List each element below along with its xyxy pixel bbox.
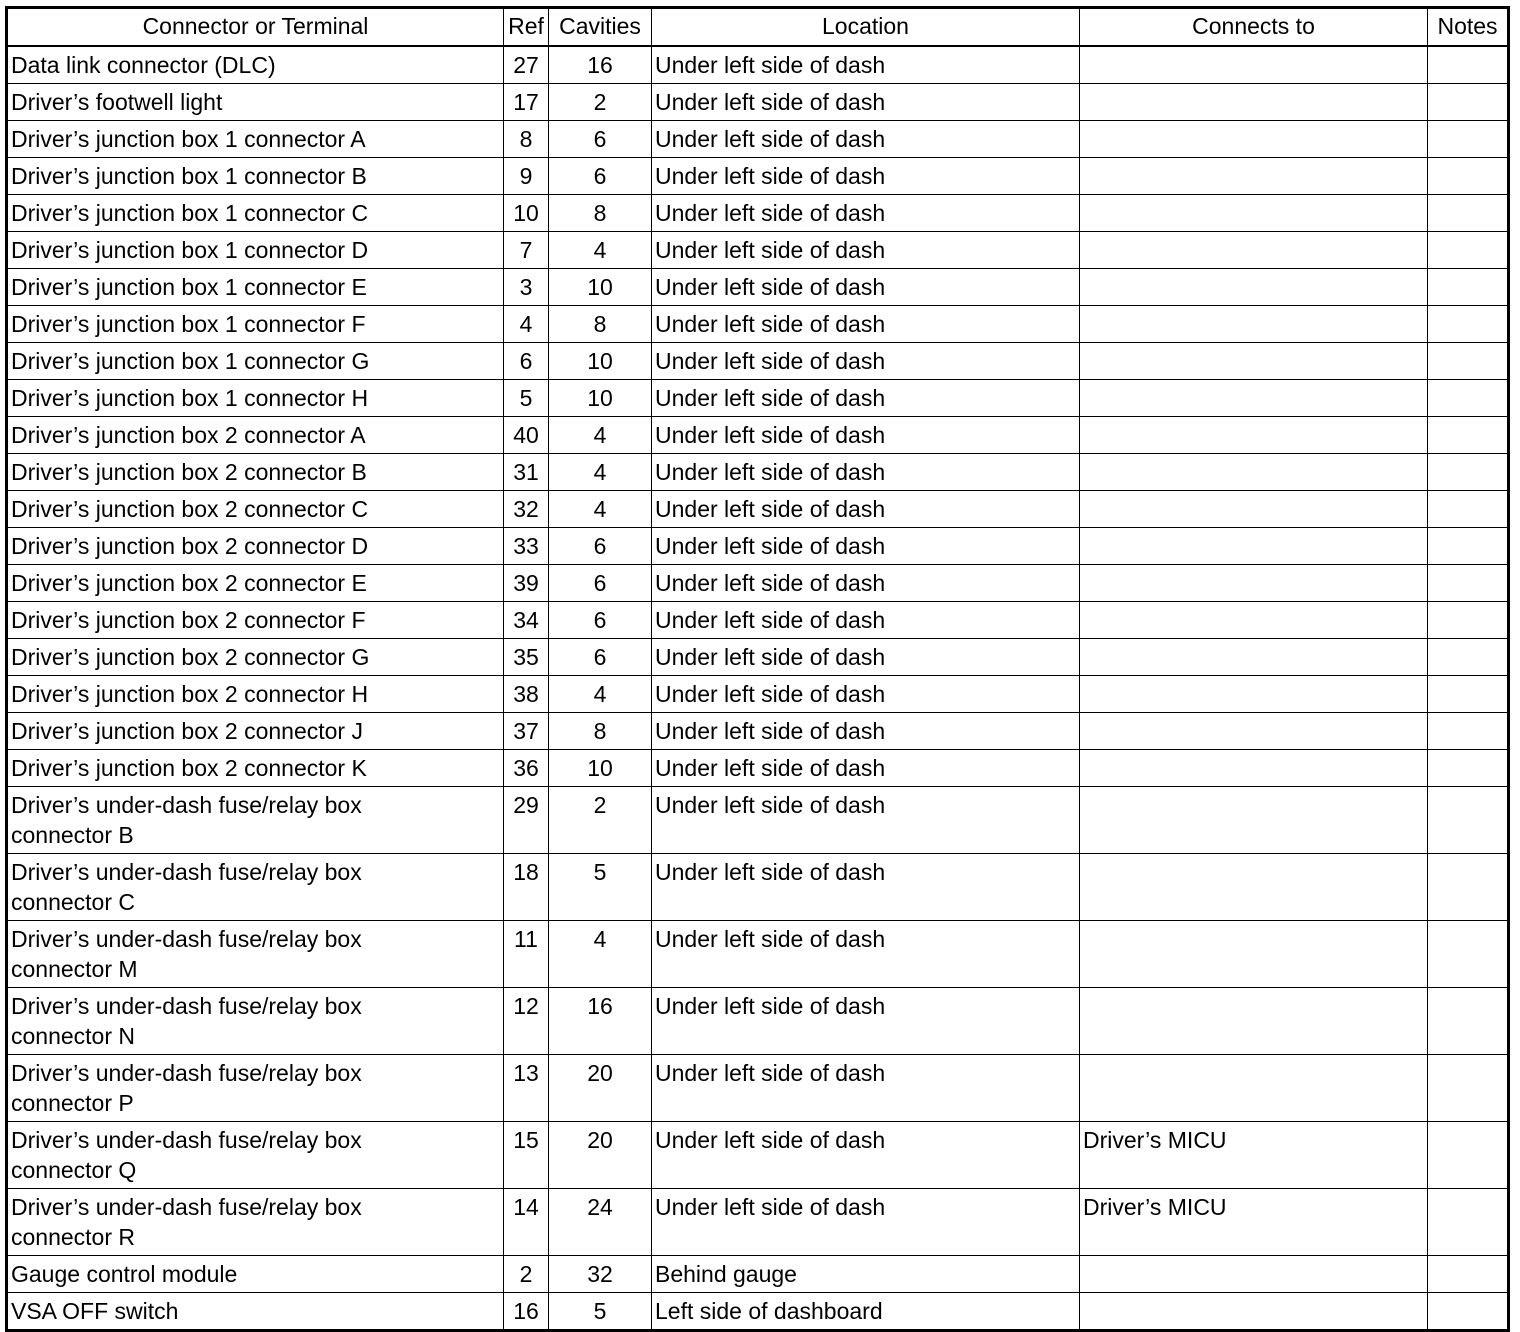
table-row xyxy=(7,921,1509,988)
connector-name: Driver’s under-dash fuse/relay box connector C xyxy=(11,859,362,915)
location-cell: Under left side of dash xyxy=(652,921,1080,988)
connects-to-cell xyxy=(1080,195,1428,232)
connector-cell xyxy=(7,46,504,84)
cavities-cell: 10 xyxy=(549,750,652,787)
ref-cell: 6 xyxy=(504,343,549,380)
connector-cell xyxy=(7,121,504,158)
table-row xyxy=(7,195,1509,232)
connector-name: Driver’s junction box 2 connector C xyxy=(11,496,369,522)
connects-to-cell xyxy=(1080,380,1428,417)
cavities-cell: 6 xyxy=(549,158,652,195)
connector-cell xyxy=(7,639,504,676)
connects-to-cell xyxy=(1080,602,1428,639)
connector-cell xyxy=(7,491,504,528)
cavities-cell: 10 xyxy=(549,269,652,306)
location-cell: Under left side of dash xyxy=(652,713,1080,750)
notes-cell xyxy=(1428,921,1509,988)
notes-cell xyxy=(1428,787,1509,854)
notes-cell xyxy=(1428,46,1509,84)
table-row xyxy=(7,306,1509,343)
connector-name: Driver’s junction box 2 connector B xyxy=(11,459,367,485)
connector-name: Driver’s junction box 2 connector F xyxy=(11,607,366,633)
connects-to-cell xyxy=(1080,1055,1428,1122)
connector-cell xyxy=(7,602,504,639)
connector-name: Driver’s junction box 1 connector A xyxy=(11,126,366,152)
cavities-cell: 6 xyxy=(549,121,652,158)
ref-cell: 4 xyxy=(504,306,549,343)
connector-name: Driver’s junction box 1 connector D xyxy=(11,237,369,263)
cavities-cell: 16 xyxy=(549,46,652,84)
connector-cell xyxy=(7,343,504,380)
ref-cell: 3 xyxy=(504,269,549,306)
ref-cell: 11 xyxy=(504,921,549,988)
connector-name: Data link connector (DLC) xyxy=(11,52,276,78)
table-row xyxy=(7,46,1509,84)
connector-cell xyxy=(7,1189,504,1256)
cavities-cell: 10 xyxy=(549,380,652,417)
connector-cell xyxy=(7,1055,504,1122)
location-cell: Under left side of dash xyxy=(652,46,1080,84)
connects-to-cell xyxy=(1080,84,1428,121)
connects-to-cell xyxy=(1080,491,1428,528)
location-cell: Under left side of dash xyxy=(652,121,1080,158)
column-header-ref: Ref xyxy=(504,8,549,47)
ref-cell: 18 xyxy=(504,854,549,921)
connects-to-cell xyxy=(1080,158,1428,195)
cavities-cell: 8 xyxy=(549,306,652,343)
connector-cell xyxy=(7,380,504,417)
notes-cell xyxy=(1428,528,1509,565)
cavities-cell: 6 xyxy=(549,639,652,676)
location-cell: Under left side of dash xyxy=(652,491,1080,528)
ref-cell: 17 xyxy=(504,84,549,121)
location-cell: Under left side of dash xyxy=(652,750,1080,787)
connector-name: Driver’s junction box 1 connector H xyxy=(11,385,369,411)
ref-cell: 14 xyxy=(504,1189,549,1256)
connector-cell xyxy=(7,1293,504,1331)
table-row xyxy=(7,528,1509,565)
connector-name: Driver’s junction box 2 connector K xyxy=(11,755,367,781)
ref-cell: 10 xyxy=(504,195,549,232)
location-cell: Under left side of dash xyxy=(652,454,1080,491)
connects-to-cell xyxy=(1080,1256,1428,1293)
connector-cell xyxy=(7,921,504,988)
connector-cell xyxy=(7,1256,504,1293)
notes-cell xyxy=(1428,84,1509,121)
connector-name: Driver’s junction box 1 connector E xyxy=(11,274,367,300)
table-row xyxy=(7,417,1509,454)
table-row xyxy=(7,454,1509,491)
notes-cell xyxy=(1428,380,1509,417)
table-row xyxy=(7,84,1509,121)
notes-cell xyxy=(1428,195,1509,232)
connects-to-cell xyxy=(1080,639,1428,676)
ref-cell: 16 xyxy=(504,1293,549,1331)
connector-name: Driver’s junction box 2 connector J xyxy=(11,718,363,744)
location-cell: Under left side of dash xyxy=(652,787,1080,854)
column-header-location: Location xyxy=(652,8,1080,47)
connector-cell xyxy=(7,417,504,454)
ref-cell: 8 xyxy=(504,121,549,158)
location-cell: Under left side of dash xyxy=(652,854,1080,921)
connector-name: Driver’s under-dash fuse/relay box connector R xyxy=(11,1194,362,1250)
location-cell: Under left side of dash xyxy=(652,380,1080,417)
connector-cell xyxy=(7,306,504,343)
connector-name: Driver’s junction box 1 connector F xyxy=(11,311,366,337)
connects-to-cell xyxy=(1080,121,1428,158)
notes-cell xyxy=(1428,269,1509,306)
column-header-notes: Notes xyxy=(1428,8,1509,47)
location-cell: Under left side of dash xyxy=(652,1122,1080,1189)
cavities-cell: 24 xyxy=(549,1189,652,1256)
table-row xyxy=(7,232,1509,269)
connector-name: Driver’s under-dash fuse/relay box connector M xyxy=(11,926,362,982)
location-cell: Under left side of dash xyxy=(652,988,1080,1055)
connector-name: Driver’s junction box 2 connector H xyxy=(11,681,369,707)
location-cell: Under left side of dash xyxy=(652,195,1080,232)
location-cell: Under left side of dash xyxy=(652,528,1080,565)
connector-name: Driver’s under-dash fuse/relay box connector Q xyxy=(11,1127,362,1183)
connector-name: Driver’s under-dash fuse/relay box connector N xyxy=(11,993,362,1049)
notes-cell xyxy=(1428,158,1509,195)
cavities-cell: 4 xyxy=(549,921,652,988)
table-row xyxy=(7,158,1509,195)
table-row xyxy=(7,269,1509,306)
connects-to-cell xyxy=(1080,921,1428,988)
connector-cell xyxy=(7,269,504,306)
connects-to-cell xyxy=(1080,528,1428,565)
connector-name: Driver’s junction box 2 connector A xyxy=(11,422,366,448)
connects-to-cell xyxy=(1080,787,1428,854)
notes-cell xyxy=(1428,491,1509,528)
connects-to-cell xyxy=(1080,417,1428,454)
location-cell: Under left side of dash xyxy=(652,602,1080,639)
connector-cell xyxy=(7,528,504,565)
connector-cell xyxy=(7,750,504,787)
cavities-cell: 32 xyxy=(549,1256,652,1293)
ref-cell: 27 xyxy=(504,46,549,84)
connector-name: Driver’s under-dash fuse/relay box connector P xyxy=(11,1060,362,1116)
location-cell: Under left side of dash xyxy=(652,639,1080,676)
ref-cell: 36 xyxy=(504,750,549,787)
ref-cell: 12 xyxy=(504,988,549,1055)
connector-name: Driver’s footwell light xyxy=(11,89,223,115)
connects-to-cell xyxy=(1080,988,1428,1055)
connects-to-cell xyxy=(1080,46,1428,84)
connector-name: Driver’s junction box 1 connector G xyxy=(11,348,370,374)
table-row xyxy=(7,676,1509,713)
notes-cell xyxy=(1428,1293,1509,1331)
table-body xyxy=(7,46,1509,1331)
connector-cell xyxy=(7,158,504,195)
location-cell: Under left side of dash xyxy=(652,158,1080,195)
ref-cell: 9 xyxy=(504,158,549,195)
table-row xyxy=(7,988,1509,1055)
ref-cell: 40 xyxy=(504,417,549,454)
table-row xyxy=(7,491,1509,528)
notes-cell xyxy=(1428,639,1509,676)
notes-cell xyxy=(1428,565,1509,602)
table-row xyxy=(7,1055,1509,1122)
location-cell: Under left side of dash xyxy=(652,565,1080,602)
connects-to-cell xyxy=(1080,565,1428,602)
location-cell: Under left side of dash xyxy=(652,343,1080,380)
connector-name: Driver’s junction box 2 connector D xyxy=(11,533,369,559)
cavities-cell: 5 xyxy=(549,1293,652,1331)
cavities-cell: 8 xyxy=(549,195,652,232)
notes-cell xyxy=(1428,1189,1509,1256)
header-row xyxy=(7,8,1509,47)
cavities-cell: 6 xyxy=(549,602,652,639)
notes-cell xyxy=(1428,343,1509,380)
table-row xyxy=(7,602,1509,639)
ref-cell: 13 xyxy=(504,1055,549,1122)
table-row xyxy=(7,380,1509,417)
connector-cell xyxy=(7,84,504,121)
location-cell: Left side of dashboard xyxy=(652,1293,1080,1331)
connector-cell xyxy=(7,854,504,921)
connector-table xyxy=(5,6,1510,1332)
ref-cell: 31 xyxy=(504,454,549,491)
connector-cell xyxy=(7,565,504,602)
table-row xyxy=(7,1293,1509,1331)
notes-cell xyxy=(1428,1122,1509,1189)
connects-to-cell xyxy=(1080,454,1428,491)
cavities-cell: 20 xyxy=(549,1055,652,1122)
cavities-cell: 20 xyxy=(549,1122,652,1189)
ref-cell: 39 xyxy=(504,565,549,602)
connector-name: Driver’s junction box 2 connector E xyxy=(11,570,367,596)
cavities-cell: 4 xyxy=(549,491,652,528)
table-row xyxy=(7,343,1509,380)
cavities-cell: 4 xyxy=(549,676,652,713)
cavities-cell: 2 xyxy=(549,84,652,121)
cavities-cell: 2 xyxy=(549,787,652,854)
connects-to-cell xyxy=(1080,750,1428,787)
column-header-connects-to: Connects to xyxy=(1080,8,1428,47)
connects-to-cell: Driver’s MICU xyxy=(1080,1189,1428,1256)
location-cell: Under left side of dash xyxy=(652,84,1080,121)
connects-to-cell xyxy=(1080,854,1428,921)
ref-cell: 5 xyxy=(504,380,549,417)
notes-cell xyxy=(1428,1055,1509,1122)
connector-name: Gauge control module xyxy=(11,1261,238,1287)
connector-name: Driver’s junction box 1 connector B xyxy=(11,163,367,189)
cavities-cell: 6 xyxy=(549,528,652,565)
table-row xyxy=(7,854,1509,921)
connector-cell xyxy=(7,1122,504,1189)
column-header-cavities: Cavities xyxy=(549,8,652,47)
ref-cell: 7 xyxy=(504,232,549,269)
location-cell: Under left side of dash xyxy=(652,232,1080,269)
connector-cell xyxy=(7,988,504,1055)
connector-cell xyxy=(7,232,504,269)
cavities-cell: 16 xyxy=(549,988,652,1055)
ref-cell: 32 xyxy=(504,491,549,528)
connector-cell xyxy=(7,454,504,491)
connector-name: Driver’s junction box 1 connector C xyxy=(11,200,369,226)
ref-cell: 34 xyxy=(504,602,549,639)
table-row xyxy=(7,750,1509,787)
connector-cell xyxy=(7,195,504,232)
table-row xyxy=(7,121,1509,158)
notes-cell xyxy=(1428,121,1509,158)
connects-to-cell xyxy=(1080,713,1428,750)
connector-name: VSA OFF switch xyxy=(11,1298,179,1324)
location-cell: Under left side of dash xyxy=(652,306,1080,343)
connects-to-cell xyxy=(1080,1293,1428,1331)
ref-cell: 37 xyxy=(504,713,549,750)
cavities-cell: 4 xyxy=(549,454,652,491)
table-row xyxy=(7,1256,1509,1293)
cavities-cell: 8 xyxy=(549,713,652,750)
notes-cell xyxy=(1428,454,1509,491)
notes-cell xyxy=(1428,854,1509,921)
notes-cell xyxy=(1428,417,1509,454)
connects-to-cell: Driver’s MICU xyxy=(1080,1122,1428,1189)
location-cell: Under left side of dash xyxy=(652,417,1080,454)
connects-to-cell xyxy=(1080,306,1428,343)
notes-cell xyxy=(1428,232,1509,269)
table-row xyxy=(7,1122,1509,1189)
notes-cell xyxy=(1428,713,1509,750)
ref-cell: 33 xyxy=(504,528,549,565)
table-row xyxy=(7,565,1509,602)
cavities-cell: 4 xyxy=(549,232,652,269)
column-header-connector: Connector or Terminal xyxy=(7,8,504,47)
notes-cell xyxy=(1428,676,1509,713)
notes-cell xyxy=(1428,306,1509,343)
notes-cell xyxy=(1428,1256,1509,1293)
cavities-cell: 4 xyxy=(549,417,652,454)
connector-cell xyxy=(7,713,504,750)
ref-cell: 29 xyxy=(504,787,549,854)
ref-cell: 2 xyxy=(504,1256,549,1293)
notes-cell xyxy=(1428,988,1509,1055)
ref-cell: 35 xyxy=(504,639,549,676)
location-cell: Under left side of dash xyxy=(652,1055,1080,1122)
location-cell: Under left side of dash xyxy=(652,676,1080,713)
table-row xyxy=(7,713,1509,750)
table-header xyxy=(7,8,1509,47)
connects-to-cell xyxy=(1080,269,1428,306)
connects-to-cell xyxy=(1080,232,1428,269)
location-cell: Under left side of dash xyxy=(652,1189,1080,1256)
location-cell: Behind gauge xyxy=(652,1256,1080,1293)
connects-to-cell xyxy=(1080,343,1428,380)
connector-name: Driver’s under-dash fuse/relay box connector B xyxy=(11,792,362,848)
notes-cell xyxy=(1428,602,1509,639)
connector-cell xyxy=(7,676,504,713)
connector-name: Driver’s junction box 2 connector G xyxy=(11,644,370,670)
cavities-cell: 5 xyxy=(549,854,652,921)
table-row xyxy=(7,639,1509,676)
connector-cell xyxy=(7,787,504,854)
cavities-cell: 6 xyxy=(549,565,652,602)
table-row xyxy=(7,1189,1509,1256)
ref-cell: 15 xyxy=(504,1122,549,1189)
table-row xyxy=(7,787,1509,854)
connects-to-cell xyxy=(1080,676,1428,713)
ref-cell: 38 xyxy=(504,676,549,713)
notes-cell xyxy=(1428,750,1509,787)
location-cell: Under left side of dash xyxy=(652,269,1080,306)
cavities-cell: 10 xyxy=(549,343,652,380)
